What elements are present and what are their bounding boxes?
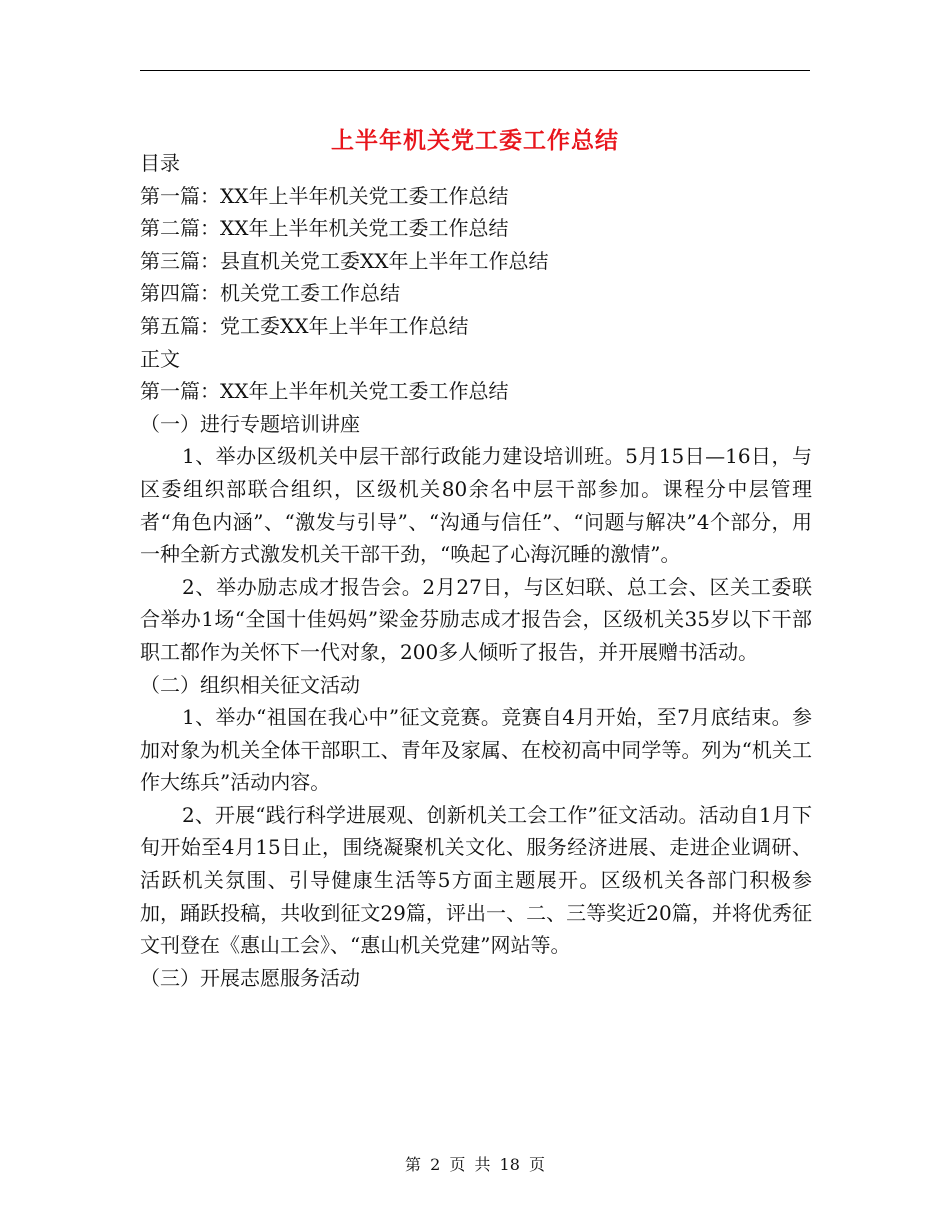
toc-item: 第四篇：机关党工委工作总结	[140, 281, 400, 306]
document-body	[140, 147, 812, 994]
document-title: 上半年机关党工委工作总结	[331, 127, 619, 155]
toc-item: 第一篇：XX年上半年机关党工委工作总结	[140, 183, 509, 208]
body-heading: 正文	[140, 346, 180, 371]
page-footer: 第 2 页 共 18 页	[405, 1155, 545, 1174]
paragraph: 1、举办区级机关中层干部行政能力建设培训班。5月15日—16日，与区委组织部联合组织，区级机关80余名中层干部参加。课程分中层管理者“角色内涵”、“激发与引导”、“沟通与信任”、“问题与解决”4个部分，用一种全新方式激发机关干部干劲，“唤起了心海沉睡的激情”。	[140, 444, 812, 567]
header-rule	[140, 70, 810, 71]
section-heading: （一）进行专题培训讲座	[140, 411, 360, 436]
toc-item: 第五篇：党工委XX年上半年工作总结	[140, 313, 469, 338]
paragraph: 2、开展“践行科学进展观、创新机关工会工作”征文活动。活动自1月下旬开始至4月15日止，围绕凝聚机关文化、服务经济进展、走进企业调研、活跃机关氛围、引导健康生活等5方面主题展开。区级机关各部门积极参加，踊跃投稿，共收到征文29篇，评出一、二、三等奖近20篇，并将优秀征文刊登在《惠山工会》、“惠山机关党建”网站等。	[140, 802, 812, 958]
toc-heading: 目录	[140, 151, 180, 175]
toc-item: 第二篇：XX年上半年机关党工委工作总结	[140, 216, 509, 241]
toc-item: 第三篇：县直机关党工委XX年上半年工作总结	[140, 248, 549, 273]
section-heading: （二）组织相关征文活动	[140, 672, 360, 697]
paragraph: 2、举办励志成才报告会。2月27日，与区妇联、总工会、区关工委联合举办1场“全国十佳妈妈”梁金芬励志成才报告会，区级机关35岁以下干部职工都作为关怀下一代对象，200多人倾听了报告，并开展赠书活动。	[140, 574, 812, 664]
chapter-title: 第一篇：XX年上半年机关党工委工作总结	[140, 379, 509, 404]
section-heading: （三）开展志愿服务活动	[140, 965, 360, 990]
paragraph: 1、举办“祖国在我心中”征文竞赛。竞赛自4月开始，至7月底结束。参加对象为机关全体干部职工、青年及家属、在校初高中同学等。列为“机关工作大练兵”活动内容。	[140, 705, 812, 795]
